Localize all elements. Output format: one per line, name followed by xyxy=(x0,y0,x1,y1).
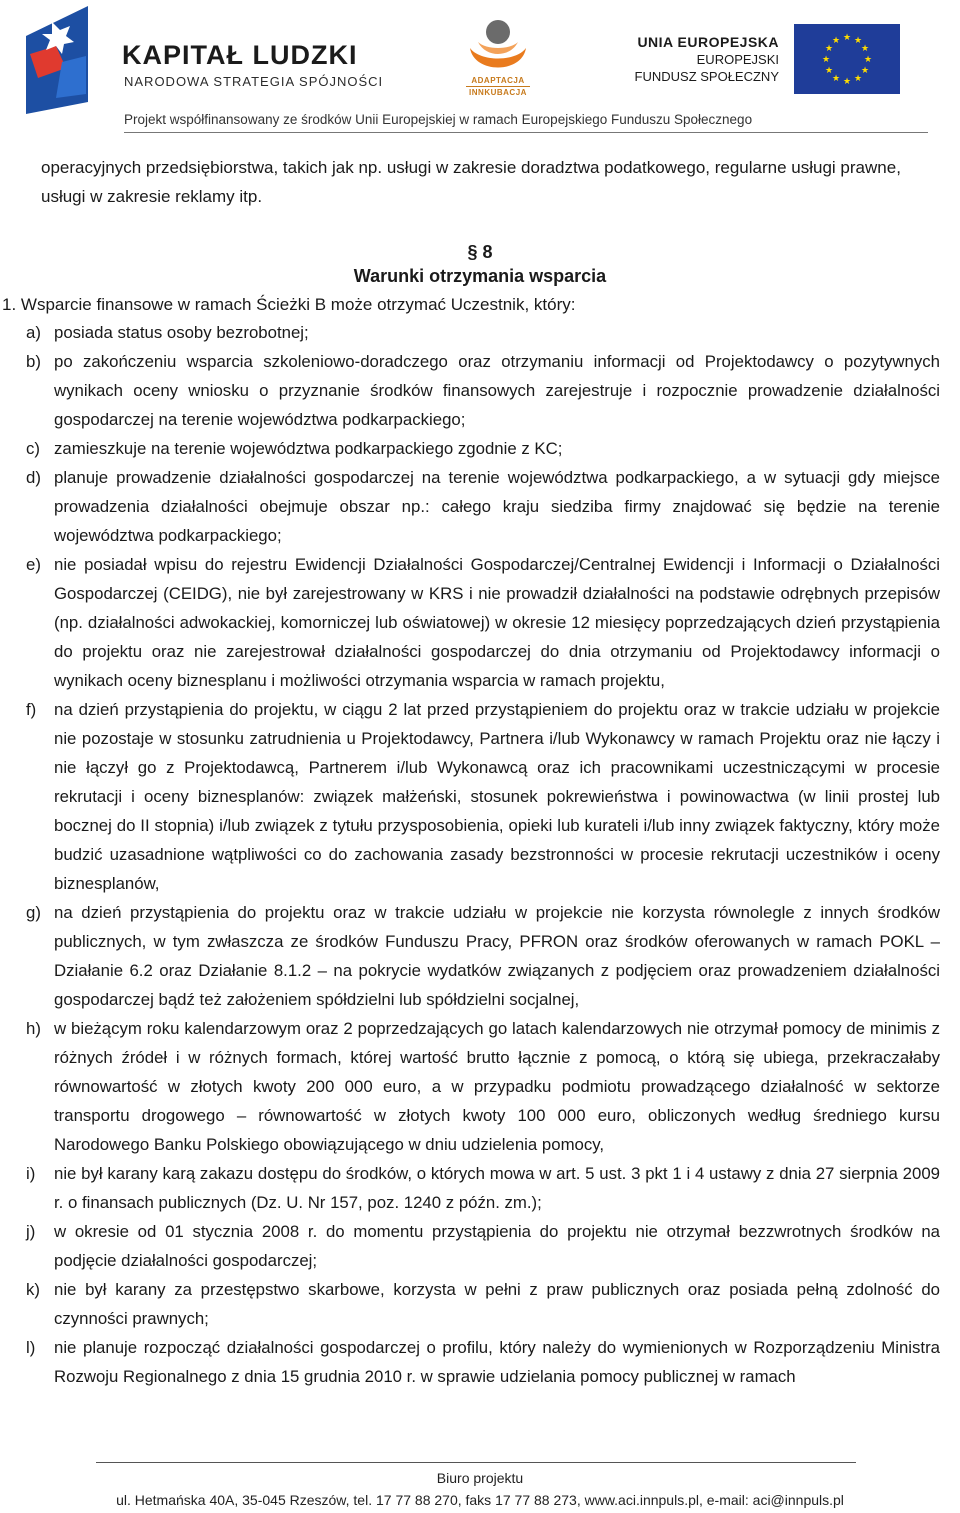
svg-text:★: ★ xyxy=(860,44,870,54)
cofinancing-banner: Projekt współfinansowany ze środków Unii Europejskiej w ramach Europejskiego Funduszu Społecznego xyxy=(124,112,753,127)
svg-text:★: ★ xyxy=(853,74,863,84)
item-label: j) xyxy=(26,1222,36,1241)
svg-text:★: ★ xyxy=(863,55,873,65)
svg-text:★: ★ xyxy=(824,66,834,76)
eu-text xyxy=(635,34,779,85)
item-label: e) xyxy=(26,555,41,574)
adaptacja-text: ADAPTACJA xyxy=(471,76,525,85)
adaptacja-innkubacja-label xyxy=(458,76,538,97)
item-text: posiada status osoby bezrobotnej; xyxy=(54,323,309,342)
item-label: b) xyxy=(26,352,41,371)
kapital-ludzki-title: KAPITAŁ LUDZKI xyxy=(122,40,358,70)
item-text: w bieżącym roku kalendarzowym oraz 2 poprzedzających go latach kalendarzowych nie otrzymał pomocy de minimis z różnych źródeł i w różnych formach, której wartość brutto łącznie z pomocą, o którą się ubiega, przekraczałaby równowartość w złotych kwoty 200 000 euro, a w przypadku podmiotu prowadzącego działalność w sektorze transportu drogowego – równowartość w złotych kwoty 100 000 euro, obliczonych według średniego kursu Narodowego Banku Polskiego obowiązującego w dniu udzielenia pomocy, xyxy=(54,1019,940,1154)
item-text: w okresie od 01 stycznia 2008 r. do momentu przystąpienia do projektu nie otrzymał bezzwrotnych środków na podjęcie działalności gospodarczej; xyxy=(54,1222,940,1270)
svg-text:★: ★ xyxy=(853,36,863,46)
footer-title: Biuro projektu xyxy=(436,1470,524,1486)
svg-text:★: ★ xyxy=(831,36,841,46)
section-number: § 8 xyxy=(467,242,493,262)
item-text: nie planuje rozpocząć działalności gospodarczej o profilu, który należy do wymienionych w Rozporządzeniu Ministra Rozwoju Regionalnego z dnia 15 grudnia 2010 r. w sprawie udzielania pomocy publicznej w ramach xyxy=(54,1338,940,1386)
eu-union-name: UNIA EUROPEJSKA xyxy=(637,34,779,50)
list-item xyxy=(26,318,940,347)
item-text: nie był karany za przestępstwo skarbowe, korzysta w pełni z praw publicznych oraz posiada pełną zdolność do czynności prawnych; xyxy=(54,1280,940,1328)
footer-address: ul. Hetmańska 40A, 35-045 Rzeszów, tel. 17 77 88 270, faks 17 77 88 273, www.aci.innpuls.pl, e-mail: aci@innpuls.pl xyxy=(116,1492,844,1508)
svg-text:★: ★ xyxy=(842,33,852,43)
item-text: planuje prowadzenie działalności gospodarczej na terenie województwa podkarpackiego, a w sytuacji gdy miejsce prowadzenia działalności obejmuje obszar np.: całego kraju siedziba firmy znajdować się będzie na terenie województwa podkarpackiego; xyxy=(54,468,940,545)
list-item xyxy=(26,1014,940,1159)
item-label: f) xyxy=(26,700,37,719)
ai-divider xyxy=(466,86,530,87)
item-label: g) xyxy=(26,903,41,922)
innkubacja-text: INNKUBACJA xyxy=(469,88,527,97)
svg-text:★: ★ xyxy=(842,77,852,87)
page-header xyxy=(0,0,960,140)
list-item xyxy=(26,550,940,695)
list-item xyxy=(26,1217,940,1275)
list-item xyxy=(26,898,940,1014)
section-title: Warunki otrzymania wsparcia xyxy=(353,266,607,286)
list-item xyxy=(26,695,940,898)
item-text: nie był karany karą zakazu dostępu do środków, o których mowa w art. 5 ust. 3 pkt 1 i 4 ustawy z dnia 27 sierpnia 2009 r. o finansach publicznych (Dz. U. Nr 157, poz. 1240 z późn. zm.); xyxy=(54,1164,940,1212)
item-label: d) xyxy=(26,468,41,487)
esf-line1: EUROPEJSKI xyxy=(696,52,779,67)
list-item xyxy=(26,1275,940,1333)
item-text: na dzień przystąpienia do projektu, w ciągu 2 lat przed przystąpieniem do projektu oraz w trakcie udziału w projekcie nie pozostaje w stosunku zatrudnienia u Projektodawcy, Partnera i/lub Wykonawcy w ramach Projektu oraz nie łączy i nie łączył go z Projektodawcą, Partnerem i/lub Wykonawcą oraz ich pracownikami uczestniczącymi w procesie rekrutacji i oceny biznesplanów: związek małżeński, stosunek pokrewieństwa i powinowactwa (w linii prostej lub bocznej do II stopnia) i/lub związek z tytułu przysposobienia, opieki lub kurateli i/lub inny związek faktyczny, który może budzić uzasadnione wątpliwości co do zachowania zasady bezstronności w procesie rekrutacji uczestników i oceny biznesplanów, xyxy=(54,700,940,893)
item-label: l) xyxy=(26,1338,36,1357)
list-item xyxy=(26,434,940,463)
header-divider xyxy=(124,132,928,133)
adaptacja-innkubacja-logo xyxy=(464,18,532,80)
list-item xyxy=(26,1159,940,1217)
item-text: zamieszkuje na terenie województwa podkarpackiego zgodnie z KC; xyxy=(54,439,563,458)
footer-divider xyxy=(96,1462,856,1463)
kapital-ludzki-logo xyxy=(26,6,96,114)
list-item xyxy=(26,347,940,434)
svg-text:★: ★ xyxy=(860,66,870,76)
list-item xyxy=(26,463,940,550)
item-label: h) xyxy=(26,1019,41,1038)
item-label: a) xyxy=(26,323,41,342)
eu-flag-icon xyxy=(794,24,900,94)
point-1: 1. Wsparcie finansowe w ramach Ścieżki B może otrzymać Uczestnik, który: xyxy=(2,295,576,314)
svg-text:★: ★ xyxy=(821,55,831,65)
esf-line2: FUNDUSZ SPOŁECZNY xyxy=(634,69,779,84)
conditions-list xyxy=(26,318,940,1391)
svg-text:★: ★ xyxy=(824,44,834,54)
item-text: nie posiadał wpisu do rejestru Ewidencji Działalności Gospodarczej/Centralnej Ewidencji i Informacji o Działalności Gospodarczej (CEIDG), nie był zarejestrowany w KRS i nie prowadził działalności na podstawie odrębnych przepisów (np. działalności adwokackiej, komorniczej lub oświatowej) w okresie 12 miesięcy poprzedzających dzień przystąpienia do projektu oraz nie zarejestrował działalności gospodarczej do dnia otrzymaniu od Projektodawcy informacji o wynikach oceny biznesplanu i możliwości otrzymania wsparcia w ramach projektu, xyxy=(54,555,940,690)
item-label: i) xyxy=(26,1164,36,1183)
item-text: po zakończeniu wsparcia szkoleniowo-doradczego oraz otrzymaniu informacji od Projektodawcy o pozytywnych wynikach oceny wniosku o przyznanie środków finansowych zarejestruje i rozpocznie prowadzenie działalności gospodarczej na terenie województwa podkarpackiego; xyxy=(54,352,940,429)
list-item xyxy=(26,1333,940,1391)
kapital-ludzki-subtitle: NARODOWA STRATEGIA SPÓJNOŚCI xyxy=(124,74,384,89)
continuation-line-1: operacyjnych przedsiębiorstwa, takich jak np. usługi w zakresie doradztwa podatkowego, regularne usługi prawne, xyxy=(41,158,901,177)
item-label: c) xyxy=(26,439,40,458)
item-text: na dzień przystąpienia do projektu oraz w trakcie udziału w projekcie nie korzysta równolegle z innych środków publicznych, w tym zwłaszcza ze środków Funduszu Pracy, PFRON oraz środków oferowanych w ramach POKL – Działanie 6.2 oraz Działanie 8.1.2 – na pokrycie wydatków związanych z podjęciem oraz prowadzeniem działalności gospodarczej bądź też założeniem spółdzielni lub spółdzielni socjalnej, xyxy=(54,903,940,1009)
continuation-line-2: usługi w zakresie reklamy itp. xyxy=(41,187,263,206)
svg-text:★: ★ xyxy=(831,74,841,84)
item-label: k) xyxy=(26,1280,40,1299)
